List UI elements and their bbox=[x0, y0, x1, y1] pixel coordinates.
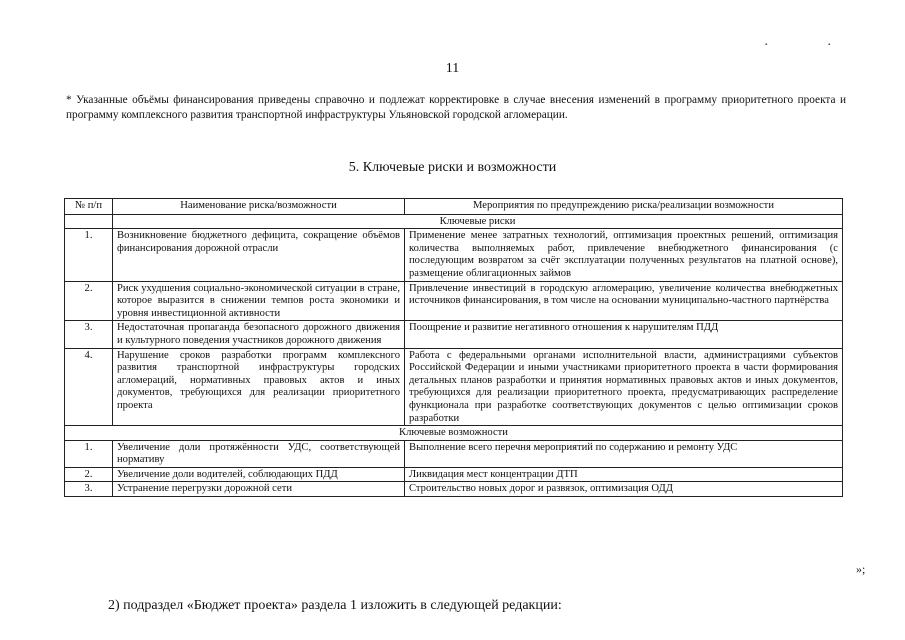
opportunity-measure: Выполнение всего перечня мероприятий по содержанию и ремонту УДС bbox=[405, 440, 843, 467]
opportunity-name: Увеличение доли протяжённости УДС, соответствующей нормативу bbox=[113, 440, 405, 467]
section-heading: 5. Ключевые риски и возможности bbox=[348, 160, 557, 175]
opportunity-name: Устранение перегрузки дорожной сети bbox=[113, 482, 405, 497]
header-number: № п/п bbox=[65, 199, 113, 215]
row-number: 3. bbox=[65, 482, 113, 497]
opportunity-measure: Строительство новых дорог и развязок, оптимизация ОДД bbox=[405, 482, 843, 497]
row-number: 2. bbox=[65, 467, 113, 482]
footnote: * Указанные объёмы финансирования приведены справочно и подлежат корректировке в случае внесения изменений в программу приоритетного проекта и программу комплексного развития транспортной инфраструктуры Ульяновской городской агломерации. bbox=[66, 94, 846, 121]
header-measure: Мероприятия по предупреждению риска/реализации возможности bbox=[405, 199, 843, 215]
risk-measure: Работа с федеральными органами исполнительной власти, администрациями субъектов Российской Федерации и иными участниками приоритетного проекта в части формирования детальных планов разработки и принятия нормативных правовых актов и иных документов, требующихся для реализации приоритетного проекта, предусматривающих распределение функционала при разработке соответствующих документов с целью оптимизации сроков разработки bbox=[405, 348, 843, 426]
risk-name: Возникновение бюджетного дефицита, сокращение объёмов финансирования дорожной отрасли bbox=[113, 229, 405, 281]
section-label-opportunities: Ключевые возможности bbox=[65, 426, 843, 441]
row-number: 4. bbox=[65, 348, 113, 426]
risk-name: Недостаточная пропаганда безопасного дорожного движения и культурного поведения участников дорожного движения bbox=[113, 321, 405, 348]
risk-name: Риск ухудшения социально-экономической ситуации в стране, которое выразится в снижении темпов роста экономики и уровня инвестиционной активности bbox=[113, 281, 405, 321]
section-row-risks bbox=[65, 214, 843, 229]
amendment-line: 2) подраздел «Бюджет проекта» раздела 1 изложить в следующей редакции: bbox=[108, 598, 562, 613]
risk-name: Нарушение сроков разработки программ комплексного развития транспортной инфраструктуры городских агломераций, нормативных правовых актов и иных документов, требующихся для реализации приоритетного проекта bbox=[113, 348, 405, 426]
corner-marks: . . bbox=[764, 34, 859, 49]
row-number: 2. bbox=[65, 281, 113, 321]
row-number: 3. bbox=[65, 321, 113, 348]
section-spacer bbox=[65, 214, 113, 229]
risks-table bbox=[64, 198, 843, 497]
header-name: Наименование риска/возможности bbox=[113, 199, 405, 215]
section-label-risks: Ключевые риски bbox=[113, 214, 843, 229]
section-row-opportunities bbox=[65, 426, 843, 441]
table-header-row bbox=[65, 199, 843, 215]
page-number: 11 bbox=[445, 61, 460, 76]
table-row bbox=[65, 281, 843, 321]
opportunity-name: Увеличение доли водителей, соблюдающих ПДД bbox=[113, 467, 405, 482]
table-row bbox=[65, 482, 843, 497]
risk-measure: Поощрение и развитие негативного отношения к нарушителям ПДД bbox=[405, 321, 843, 348]
table-row bbox=[65, 321, 843, 348]
table-row bbox=[65, 229, 843, 281]
opportunity-measure: Ликвидация мест концентрации ДТП bbox=[405, 467, 843, 482]
risk-measure: Применение менее затратных технологий, оптимизация проектных решений, оптимизация количества выполняемых работ, привлечение внебюджетного финансирования (с последующим возвратом за счёт эксплуатации полученных результатов на платной основе), размещение облигационных займов bbox=[405, 229, 843, 281]
risk-measure: Привлечение инвестиций в городскую агломерацию, увеличение количества внебюджетных источников финансирования, в том числе на основании муниципально-частного партнёрства bbox=[405, 281, 843, 321]
closing-quote: »; bbox=[856, 562, 866, 576]
row-number: 1. bbox=[65, 229, 113, 281]
row-number: 1. bbox=[65, 440, 113, 467]
table-row bbox=[65, 440, 843, 467]
table-row bbox=[65, 348, 843, 426]
table-row bbox=[65, 467, 843, 482]
